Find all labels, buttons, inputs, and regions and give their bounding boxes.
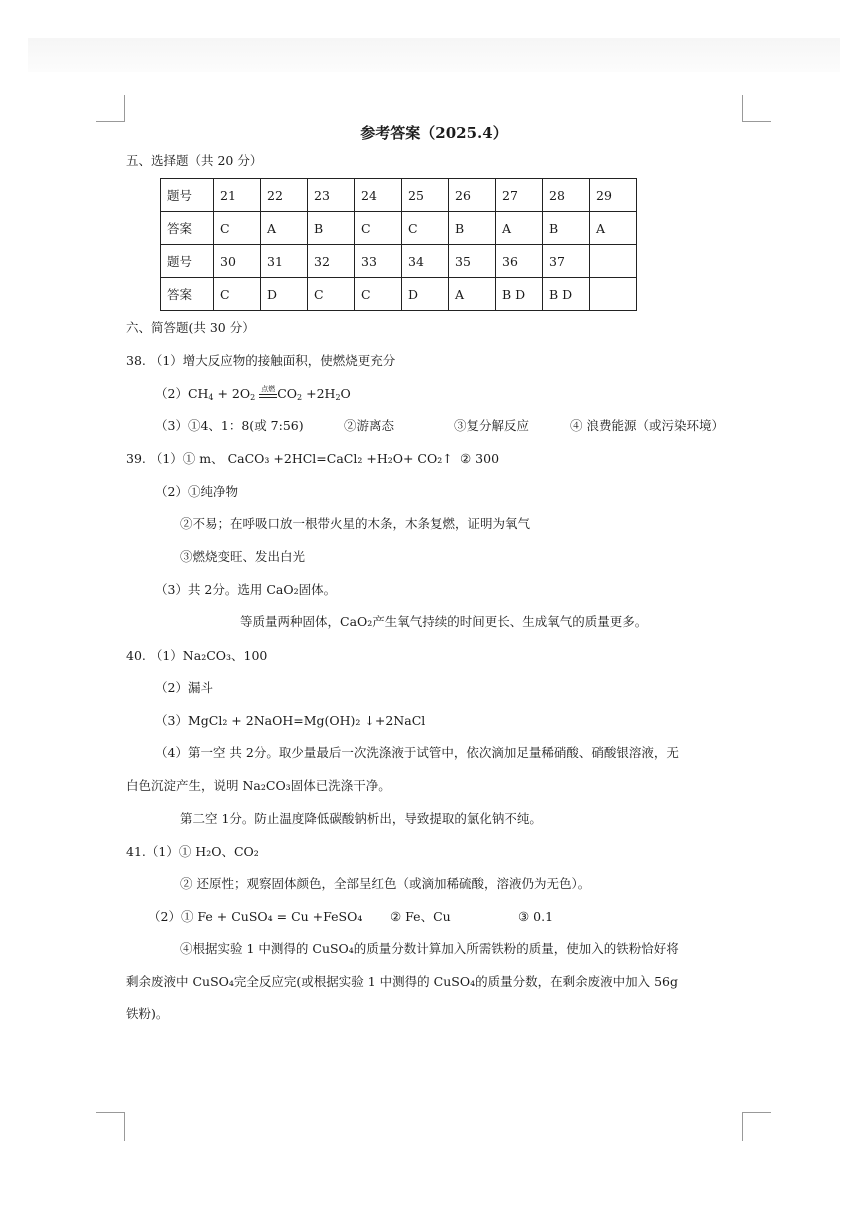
q38-eq-prefix: （2）CH [155,386,209,401]
q39-part2: （2）①纯净物 [155,484,238,499]
table-cell: 23 [308,179,355,212]
subscript: 4 [208,393,214,402]
table-row-label: 题号 [161,179,214,212]
q38-part1: 38. （1）增大反应物的接触面积，使燃烧更充分 [126,353,396,368]
table-row [161,212,637,245]
table-cell: A [261,212,308,245]
answer-table [160,178,637,311]
table-row-label: 答案 [161,278,214,311]
q38-part3-c: ③复分解反应 [454,418,530,433]
table-cell: B [449,212,496,245]
q41-part1: 41.（1）① H₂O、CO₂ [126,844,259,859]
q39-part2-b: ②不易；在呼吸口放一根带火星的木条，木条复燃，证明为氧气 [180,516,531,531]
q41-part2-b: ② Fe、Cu [390,909,451,924]
table-cell: 29 [590,179,637,212]
page-title: 参考答案（2025.4） [360,124,508,142]
q40-part2: （2）漏斗 [155,680,213,695]
table-cell: C [214,278,261,311]
table-cell: C [355,212,402,245]
q41-part3-c: 铁粉)。 [126,1006,169,1021]
q41-part2-c: ③ 0.1 [518,909,554,924]
table-cell: C [402,212,449,245]
table-row [161,179,637,212]
table-cell [590,278,637,311]
q38-eq-end: O [340,386,351,401]
table-cell: C [308,278,355,311]
table-row [161,278,637,311]
subscript: 2 [250,393,256,402]
table-cell: 28 [543,179,590,212]
subscript: 2 [335,393,341,402]
section-5-heading: 五、选择题（共 20 分） [126,153,263,168]
table-cell [590,245,637,278]
q41-part3-a: ④根据实验 1 中测得的 CuSO₄的质量分数计算加入所需铁粉的质量，使加入的铁粉恰好将 [180,941,679,956]
table-cell: 34 [402,245,449,278]
q39-part1-b: ② 300 [460,451,500,466]
q40-part4-a: （4）第一空 共 2分。取少量最后一次洗涤液于试管中，依次滴加足量稀硝酸、硝酸银溶液，无 [155,745,679,760]
table-cell: 21 [214,179,261,212]
q41-part2-a: （2）① Fe + CuSO₄ = Cu +FeSO₄ [148,909,363,924]
table-cell: B [308,212,355,245]
q38-part3-b: ②游离态 [344,418,395,433]
q38-part3-d: ④ 浪费能源（或污染环境） [570,418,724,433]
table-cell: D [402,278,449,311]
table-cell: 26 [449,179,496,212]
q38-eq-mid: + 2O [213,386,251,401]
table-cell: 31 [261,245,308,278]
table-cell: A [590,212,637,245]
table-cell: 27 [496,179,543,212]
crop-mark-top-left [96,95,125,122]
table-cell: B [543,212,590,245]
table-cell: 22 [261,179,308,212]
table-cell: 33 [355,245,402,278]
table-cell: A [449,278,496,311]
table-cell: 30 [214,245,261,278]
q38-eq-tail: +2H [302,386,336,401]
table-cell: A [496,212,543,245]
table-cell: B D [496,278,543,311]
q40-part4-c: 第二空 1分。防止温度降低碳酸钠析出，导致提取的氯化钠不纯。 [180,811,542,826]
table-cell: 35 [449,245,496,278]
crop-mark-top-right [742,95,771,122]
table-row-label: 题号 [161,245,214,278]
q40-part1: 40. （1）Na₂CO₃、100 [126,648,268,663]
table-cell: 32 [308,245,355,278]
table-cell: B D [543,278,590,311]
q38-part2-equation [155,386,351,406]
q38-eq-product: CO [277,386,298,401]
scan-top-band [28,38,840,72]
q39-part1: 39. （1）① m、 CaCO₃ +2HCl=CaCl₂ +H₂O+ CO₂↑ [126,451,453,466]
table-cell: 37 [543,245,590,278]
crop-mark-bottom-right [742,1112,771,1141]
table-row [161,245,637,278]
table-cell: D [261,278,308,311]
section-6-heading: 六、简答题(共 30 分） [126,320,255,335]
table-row-label: 答案 [161,212,214,245]
table-cell: C [355,278,402,311]
q38-part3-a: （3）①4、1：8(或 7:56) [155,418,304,433]
q41-part1-b: ② 还原性；观察固体颜色，全部呈红色（或滴加稀硫酸，溶液仍为无色）。 [180,876,591,891]
subscript: 2 [297,393,303,402]
q41-part3-b: 剩余废液中 CuSO₄完全反应完(或根据实验 1 中测得的 CuSO₄的质量分数，在剩余废液中加入 56g [126,974,678,989]
crop-mark-bottom-left [96,1112,125,1141]
q40-part4-b: 白色沉淀产生，说明 Na₂CO₃固体已洗涤干净。 [126,778,391,793]
table-cell: 24 [355,179,402,212]
q39-part3-b: 等质量两种固体，CaO₂产生氧气持续的时间更长、生成氧气的质量更多。 [240,614,648,629]
condition-label: 点燃 [261,385,276,393]
table-cell: 36 [496,245,543,278]
reaction-condition [259,385,277,398]
q39-part2-c: ③燃烧变旺、发出白光 [180,549,306,564]
q39-part3: （3）共 2分。选用 CaO₂固体。 [155,582,337,597]
q40-part3: （3）MgCl₂ + 2NaOH=Mg(OH)₂ ↓+2NaCl [155,713,426,728]
table-cell: C [214,212,261,245]
table-cell: 25 [402,179,449,212]
